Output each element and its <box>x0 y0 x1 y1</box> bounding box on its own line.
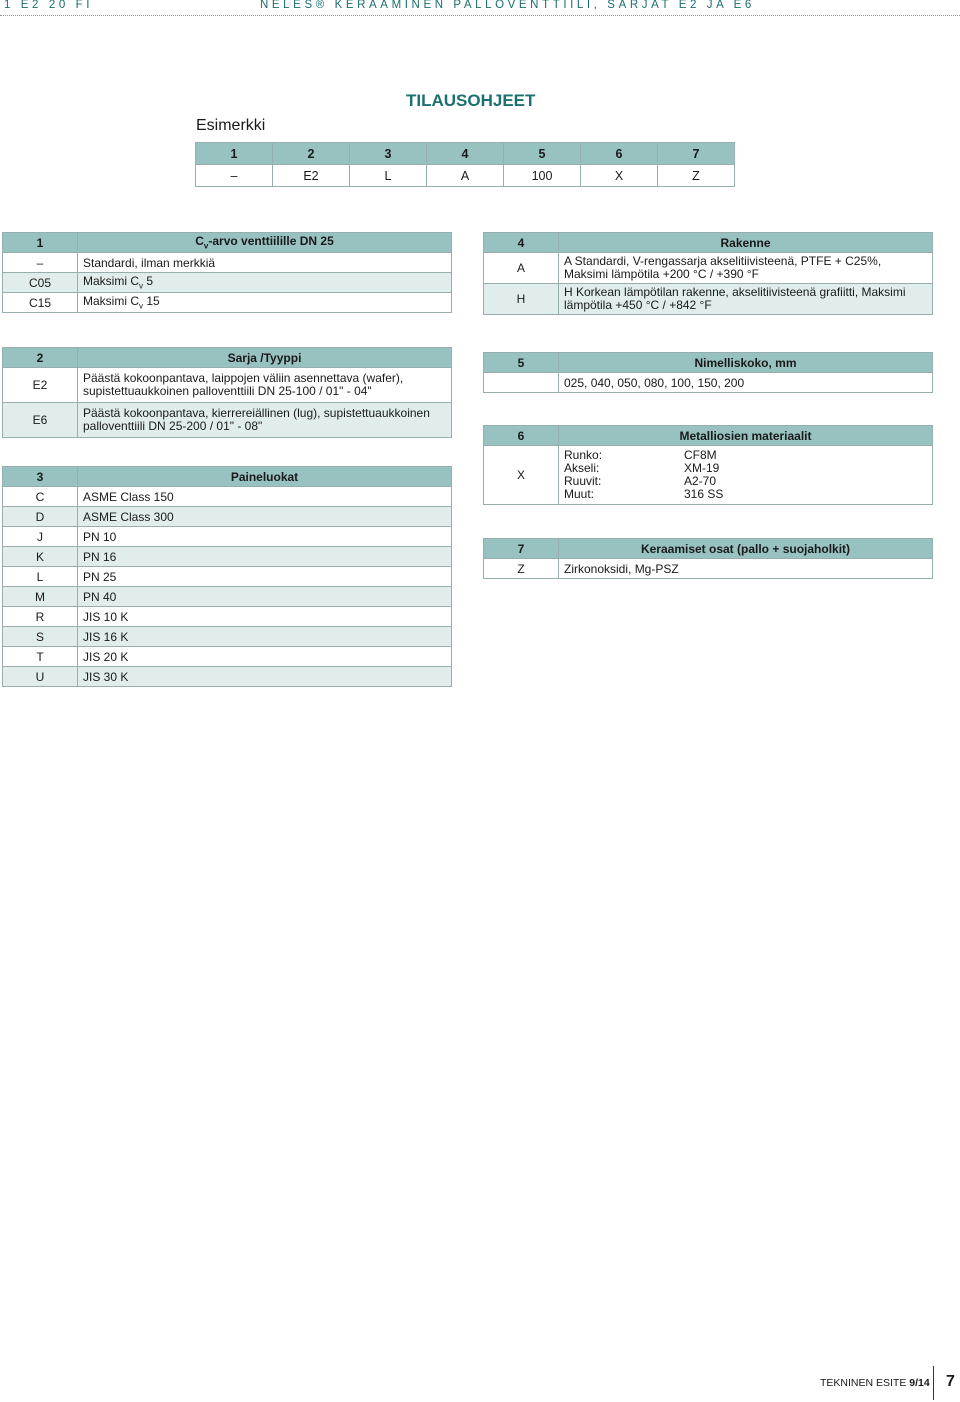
example-table <box>195 142 735 187</box>
page-title: TILAUSOHJEET <box>406 91 536 110</box>
option-text: PN 16 <box>78 547 452 567</box>
section-title: Rakenne <box>559 233 933 253</box>
option-code: J <box>3 527 78 547</box>
section-number: 6 <box>484 426 559 446</box>
option-code: – <box>3 253 78 273</box>
section-1-table <box>2 232 452 313</box>
option-text: JIS 10 K <box>78 607 452 627</box>
doc-code: 1 E2 20 FI <box>4 0 94 11</box>
section-6-table <box>483 425 933 505</box>
section-header <box>3 233 452 253</box>
section-number: 4 <box>484 233 559 253</box>
example-label: Esimerkki <box>196 117 266 134</box>
example-pos: 5 <box>504 143 581 165</box>
example-value: A <box>427 165 504 187</box>
option-text: PN 40 <box>78 587 452 607</box>
example-pos: 7 <box>658 143 735 165</box>
page-number: 7 <box>946 1373 955 1390</box>
section-number: 5 <box>484 353 559 373</box>
section-header <box>3 348 452 368</box>
example-value: L <box>350 165 427 187</box>
table-row <box>3 368 452 403</box>
example-value: E2 <box>273 165 350 187</box>
option-code: H <box>484 284 559 315</box>
example-pos: 4 <box>427 143 504 165</box>
footer-issue: 9/14 <box>909 1377 930 1389</box>
table-row <box>3 507 452 527</box>
table-row <box>3 567 452 587</box>
part-name: Runko: <box>564 448 603 462</box>
option-text: Maksimi $C_v$ 15 <box>78 293 452 313</box>
option-code: E6 <box>3 403 78 438</box>
option-text: ASME Class 150 <box>78 487 452 507</box>
example-value: X <box>581 165 658 187</box>
table-row <box>3 527 452 547</box>
option-code: E2 <box>3 368 78 403</box>
option-text: PN 10 <box>78 527 452 547</box>
section-header <box>484 539 933 559</box>
section-3-table <box>2 466 452 687</box>
option-code: C <box>3 487 78 507</box>
table-row <box>3 627 452 647</box>
footer-divider <box>933 1366 934 1400</box>
option-text: JIS 16 K <box>78 627 452 647</box>
option-text: A Standardi, V-rengassarja akselitiivisteenä, PTFE + C25%, Maksimi lämpötila +200 °C / +390 °F <box>559 253 933 284</box>
material-name: XM-19 <box>684 461 720 475</box>
section-title: $C_v$-arvo venttiilille DN 25 <box>78 233 452 253</box>
section-header <box>484 233 933 253</box>
option-text: Zirkonoksidi, Mg-PSZ <box>559 559 933 579</box>
table-row <box>3 667 452 687</box>
table-row <box>3 253 452 273</box>
table-row <box>484 559 933 579</box>
section-2-table <box>2 347 452 438</box>
material-name: CF8M <box>684 448 717 462</box>
section-header <box>484 353 933 373</box>
empty-cell <box>484 373 559 393</box>
option-code: K <box>3 547 78 567</box>
table-row <box>3 403 452 438</box>
example-value: – <box>196 165 273 187</box>
option-text: H Korkean lämpötilan rakenne, akselitiivisteenä grafiitti, Maksimi lämpötila +450 °C / +842 °F <box>559 284 933 315</box>
material-name: A2-70 <box>684 474 717 488</box>
option-text: Päästä kokoonpantava, laippojen väliin asennettava (wafer), supistettuaukkoinen palloventtiili DN 25-100 / 01" - 04" <box>78 368 452 403</box>
page-header <box>0 0 960 16</box>
section-header <box>484 426 933 446</box>
option-code: T <box>3 647 78 667</box>
material-row <box>564 488 927 501</box>
section-4-table <box>483 232 933 315</box>
option-code: S <box>3 627 78 647</box>
table-row <box>3 647 452 667</box>
example-pos: 6 <box>581 143 658 165</box>
table-row <box>3 487 452 507</box>
example-value: 100 <box>504 165 581 187</box>
section-number: 1 <box>3 233 78 253</box>
table-row <box>484 446 933 505</box>
section-number: 7 <box>484 539 559 559</box>
table-row <box>3 587 452 607</box>
material-row <box>564 475 927 488</box>
material-row <box>564 462 927 475</box>
part-name: Ruuvit: <box>564 474 602 488</box>
size-list: 025, 040, 050, 080, 100, 150, 200 <box>559 373 933 393</box>
option-text: ASME Class 300 <box>78 507 452 527</box>
option-code: D <box>3 507 78 527</box>
table-row <box>3 547 452 567</box>
section-number: 2 <box>3 348 78 368</box>
example-values-row <box>196 165 735 187</box>
materials-cell <box>559 446 933 505</box>
table-row <box>484 373 933 393</box>
option-code: X <box>484 446 559 505</box>
option-text: JIS 30 K <box>78 667 452 687</box>
option-code: U <box>3 667 78 687</box>
example-pos: 1 <box>196 143 273 165</box>
doc-title: NELES® KERAAMINEN PALLOVENTTIILI, SARJAT E2 JA E6 <box>260 0 755 11</box>
option-code: R <box>3 607 78 627</box>
option-text: PN 25 <box>78 567 452 587</box>
section-title: Keraamiset osat (pallo + suojaholkit) <box>559 539 933 559</box>
footer-label: TEKNINEN ESITE 9/14 <box>820 1377 930 1389</box>
section-title: Nimelliskoko, mm <box>559 353 933 373</box>
option-text: Päästä kokoonpantava, kierrereiällinen (lug), supistettuaukkoinen palloventtiili DN 25-200 / 01" - 08" <box>78 403 452 438</box>
example-pos: 3 <box>350 143 427 165</box>
option-text: Maksimi $C_v$ 5 <box>78 273 452 293</box>
option-code: M <box>3 587 78 607</box>
option-code: Z <box>484 559 559 579</box>
table-row <box>3 607 452 627</box>
table-row <box>3 293 452 313</box>
example-positions-row <box>196 143 735 165</box>
option-code: C15 <box>3 293 78 313</box>
option-text: Standardi, ilman merkkiä <box>78 253 452 273</box>
section-title: Metalliosien materiaalit <box>559 426 933 446</box>
section-title: Paineluokat <box>78 467 452 487</box>
option-code: L <box>3 567 78 587</box>
example-pos: 2 <box>273 143 350 165</box>
material-row <box>564 449 927 462</box>
option-code: C05 <box>3 273 78 293</box>
part-name: Muut: <box>564 487 595 501</box>
section-5-table <box>483 352 933 393</box>
header-divider <box>0 15 960 16</box>
part-name: Akseli: <box>564 461 600 475</box>
material-name: 316 SS <box>684 487 724 501</box>
section-header <box>3 467 452 487</box>
table-row <box>484 284 933 315</box>
table-row <box>3 273 452 293</box>
example-value: Z <box>658 165 735 187</box>
option-text: JIS 20 K <box>78 647 452 667</box>
option-code: A <box>484 253 559 284</box>
section-title: Sarja /Tyyppi <box>78 348 452 368</box>
table-row <box>484 253 933 284</box>
section-7-table <box>483 538 933 579</box>
section-number: 3 <box>3 467 78 487</box>
